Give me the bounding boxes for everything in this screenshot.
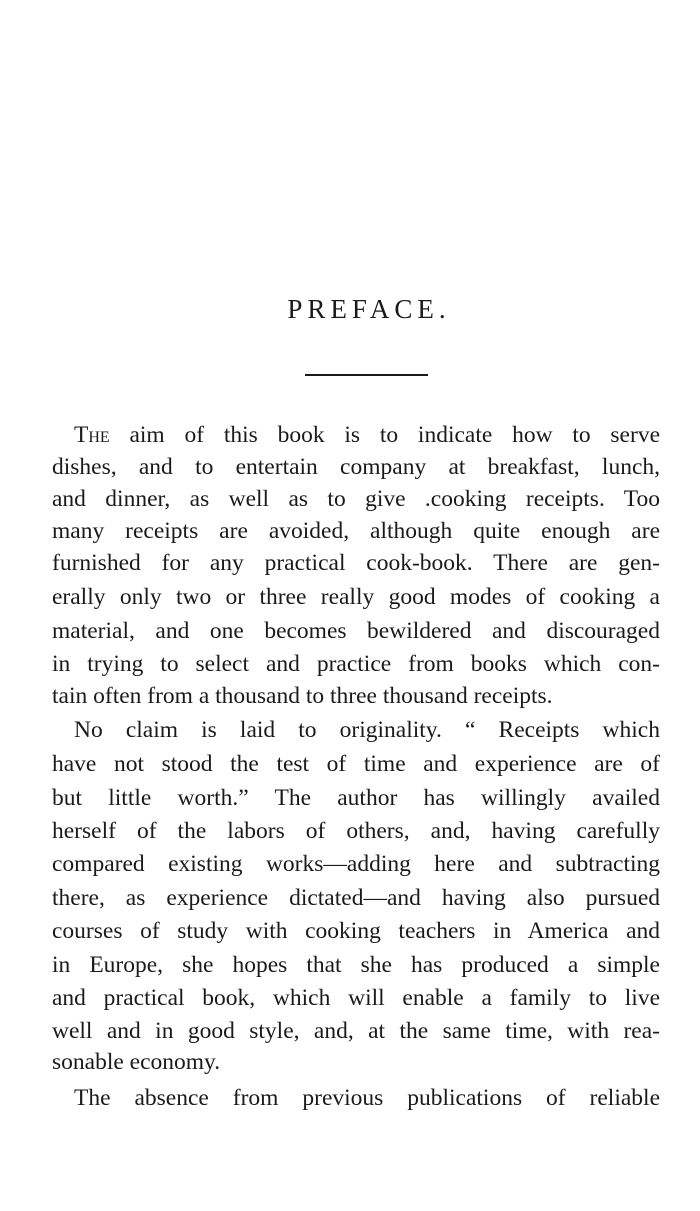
- text-line: furnished for any practical cook-book. There are gen-: [52, 550, 660, 576]
- text-line: The aim of this book is to indicate how to serve: [74, 422, 660, 448]
- text-line: in trying to select and practice from books which con-: [52, 651, 660, 677]
- text-line: in Europe, she hopes that she has produced a simple: [52, 952, 660, 978]
- title-rule: [305, 374, 428, 376]
- text-line: herself of the labors of others, and, having carefully: [52, 818, 660, 844]
- text-line: dishes, and to entertain company at breakfast, lunch,: [52, 454, 660, 480]
- text-line: well and in good style, and, at the same time, with rea-: [52, 1018, 660, 1044]
- text-line: and dinner, as well as to give .cooking receipts. Too: [52, 486, 660, 512]
- text-line: and practical book, which will enable a family to live: [52, 985, 660, 1011]
- text-line: courses of study with cooking teachers in America and: [52, 918, 660, 944]
- text-line: The absence from previous publications of reliable: [74, 1085, 660, 1111]
- text-line: compared existing works—adding here and subtracting: [52, 851, 660, 877]
- page-title: PREFACE.: [287, 294, 451, 324]
- text-line: erally only two or three really good modes of cooking a: [52, 584, 660, 610]
- text-line: many receipts are avoided, although quite enough are: [52, 518, 660, 544]
- text-line: there, as experience dictated—and having also pursued: [52, 885, 660, 911]
- paragraph-opening-word: The: [74, 422, 110, 448]
- text-line: sonable economy.: [52, 1049, 221, 1075]
- text-line: material, and one becomes bewildered and discouraged: [52, 618, 660, 644]
- text-line: tain often from a thousand to three thousand receipts.: [52, 683, 553, 709]
- text-line: No claim is laid to originality. “ Receipts which: [74, 717, 660, 743]
- text-line: have not stood the test of time and experience are of: [52, 751, 660, 777]
- text-line: but little worth.” The author has willingly availed: [52, 785, 660, 811]
